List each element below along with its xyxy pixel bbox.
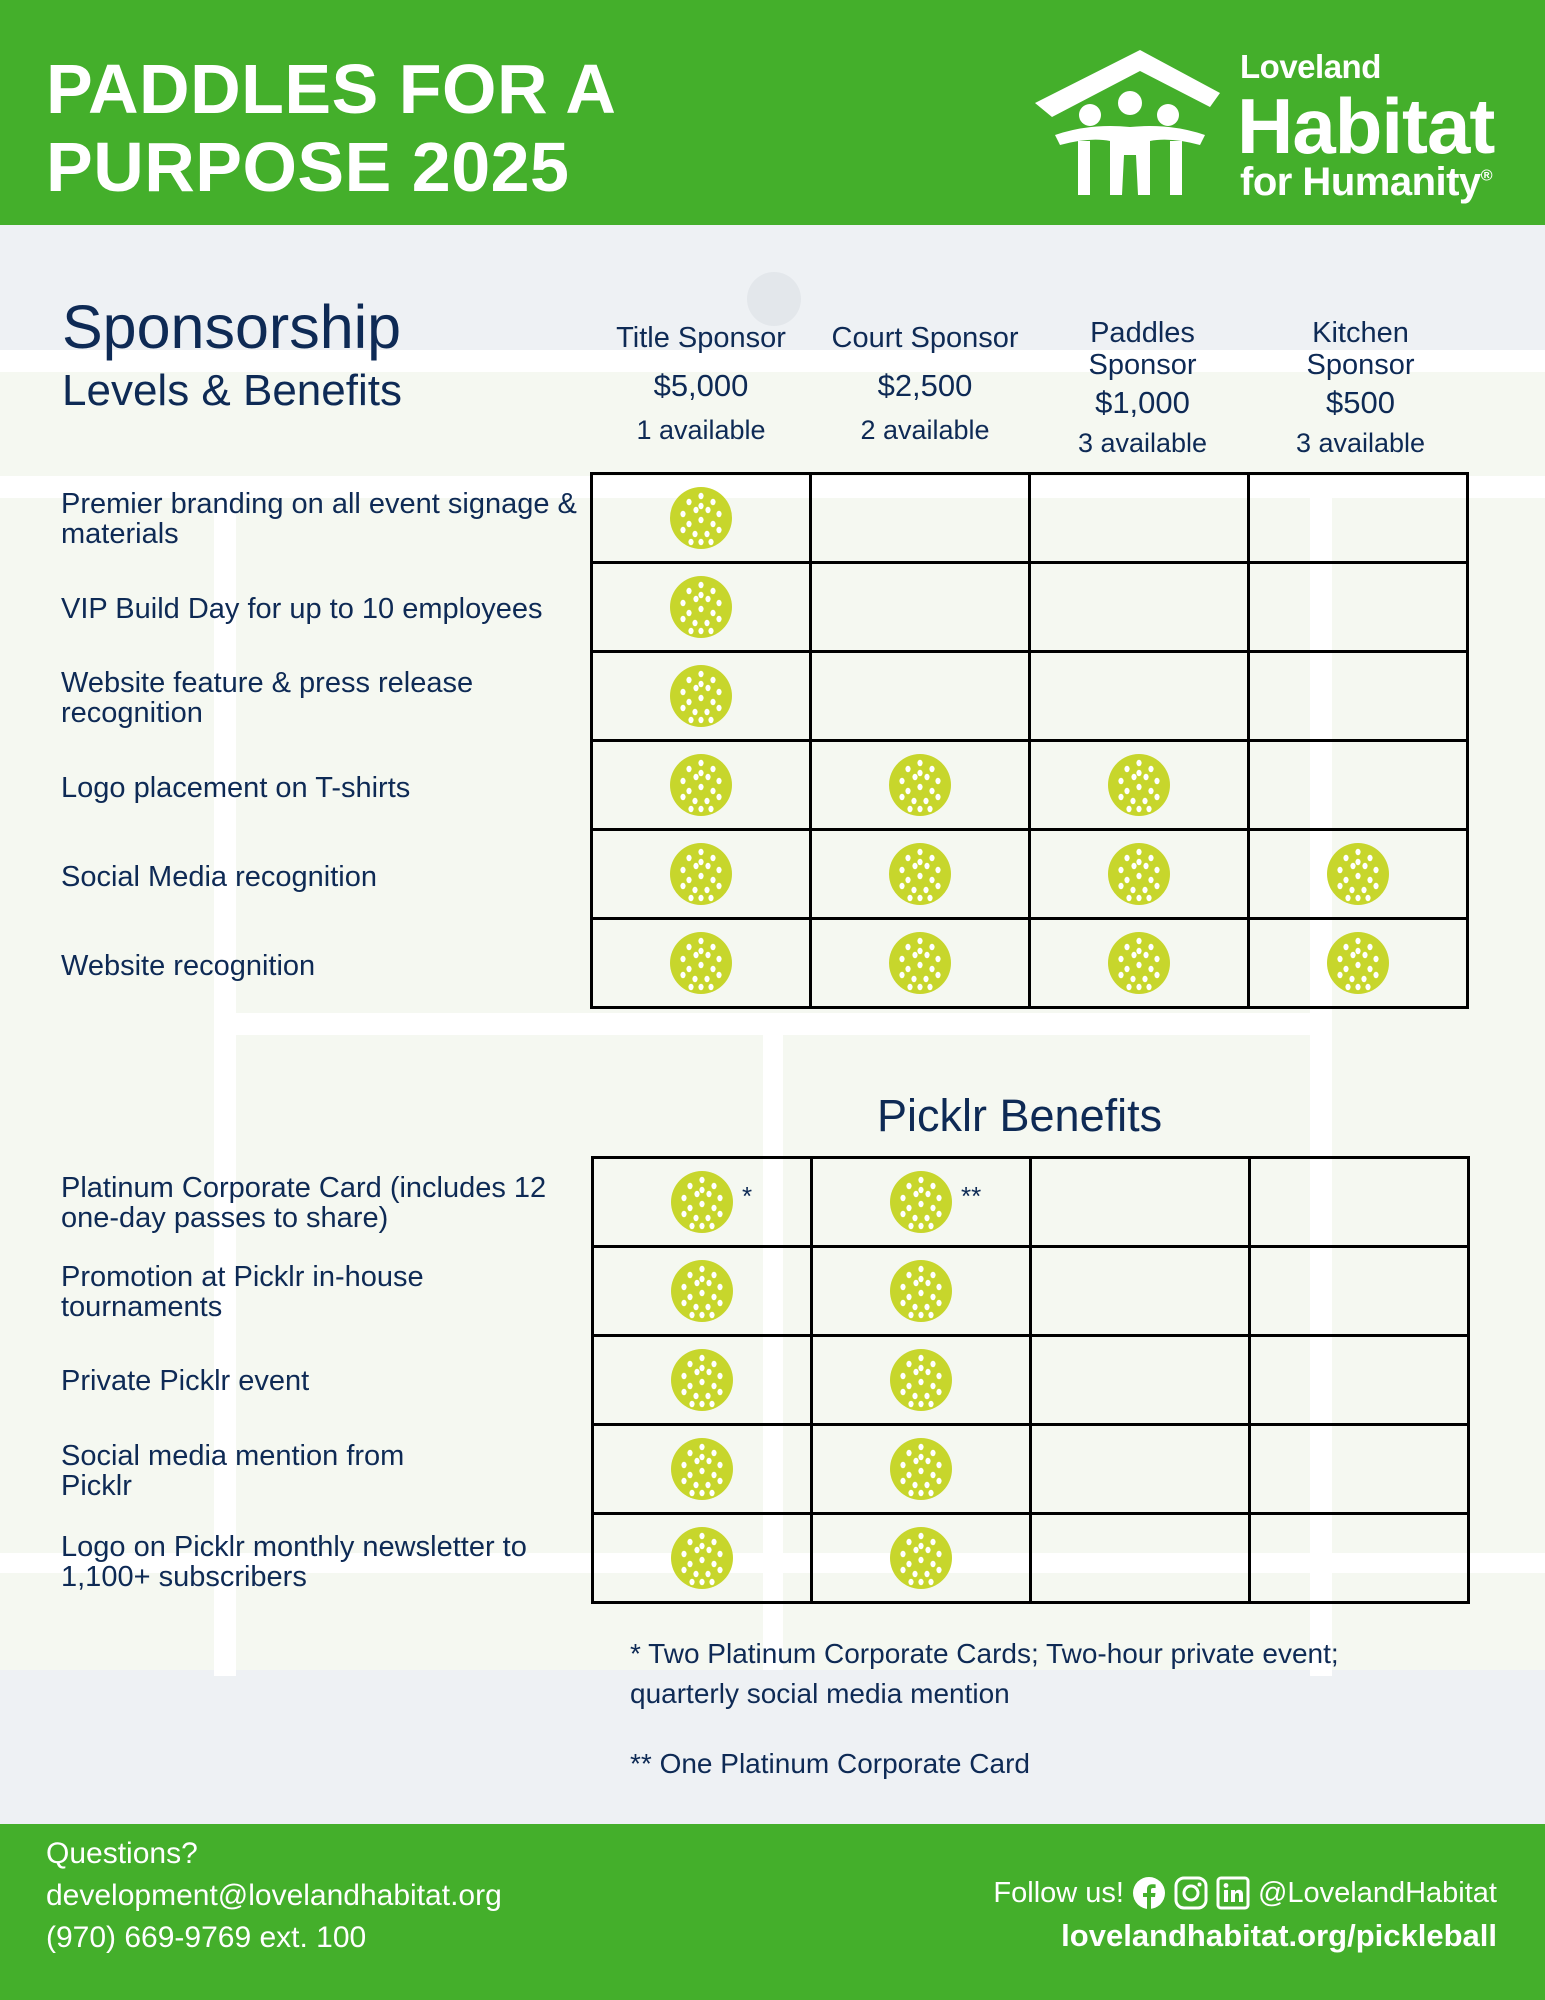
grid-cell bbox=[1249, 741, 1468, 830]
sponsorship-subtitle: Levels & Benefits bbox=[62, 366, 402, 415]
grid-cell bbox=[811, 563, 1030, 652]
grid-cell bbox=[811, 919, 1030, 1008]
logo-text-humanity: for Humanity® bbox=[1240, 160, 1492, 204]
grid-cell bbox=[812, 1247, 1031, 1336]
pickleball-icon bbox=[669, 753, 733, 817]
grid-cell bbox=[1250, 1336, 1469, 1425]
grid-cell bbox=[811, 652, 1030, 741]
instagram-icon[interactable] bbox=[1174, 1876, 1208, 1910]
benefit-row bbox=[592, 919, 1468, 1008]
picklr-benefit-label: Logo on Picklr monthly newsletter to 1,100+ subscribers bbox=[61, 1531, 527, 1593]
grid-cell bbox=[1030, 652, 1249, 741]
grid-cell bbox=[1030, 741, 1249, 830]
pickleball-icon bbox=[1326, 842, 1390, 906]
footer-website-link[interactable]: lovelandhabitat.org/pickleball bbox=[1061, 1918, 1497, 1953]
footnote-double-star: ** One Platinum Corporate Card bbox=[630, 1748, 1030, 1779]
pickleball-icon bbox=[670, 1348, 734, 1412]
grid-cell bbox=[1250, 1514, 1469, 1603]
level-name: Kitchen Sponsor bbox=[1306, 317, 1415, 381]
picklr-benefit-label: Platinum Corporate Card (includes 12 one-day passes to share) bbox=[61, 1172, 547, 1234]
grid-cell bbox=[593, 1158, 812, 1247]
level-price: $5,000 bbox=[653, 368, 749, 403]
pickleball-icon bbox=[670, 1526, 734, 1590]
picklr-row bbox=[593, 1336, 1469, 1425]
pickleball-icon bbox=[669, 842, 733, 906]
benefit-row bbox=[592, 474, 1468, 563]
picklr-row bbox=[593, 1425, 1469, 1514]
grid-cell bbox=[593, 1336, 812, 1425]
pickleball-icon bbox=[1107, 842, 1171, 906]
grid-cell bbox=[1250, 1247, 1469, 1336]
pickleball-icon bbox=[889, 1348, 953, 1412]
benefits-grid bbox=[590, 472, 1469, 1009]
level-availability: 1 available bbox=[636, 415, 766, 445]
grid-cell bbox=[1031, 1247, 1250, 1336]
pickleball-icon bbox=[888, 842, 952, 906]
benefit-row bbox=[592, 563, 1468, 652]
grid-cell bbox=[1249, 652, 1468, 741]
footnote-marker: * bbox=[742, 1181, 753, 1211]
picklr-benefit-label: Social media mention from Picklr bbox=[61, 1440, 405, 1502]
grid-cell bbox=[1250, 1158, 1469, 1247]
grid-cell bbox=[1249, 474, 1468, 563]
grid-cell bbox=[812, 1425, 1031, 1514]
pickleball-icon bbox=[669, 664, 733, 728]
grid-cell bbox=[811, 830, 1030, 919]
pickleball-icon bbox=[669, 575, 733, 639]
grid-cell bbox=[1031, 1336, 1250, 1425]
footer-email-link[interactable]: development@lovelandhabitat.org bbox=[46, 1879, 502, 1912]
level-availability: 2 available bbox=[860, 415, 990, 445]
grid-cell bbox=[1031, 1514, 1250, 1603]
level-title-sponsor bbox=[595, 322, 807, 446]
level-availability: 3 available bbox=[1077, 428, 1208, 458]
picklr-row bbox=[593, 1158, 1469, 1247]
level-name: Paddles Sponsor bbox=[1088, 317, 1197, 381]
level-kitchen-sponsor bbox=[1278, 317, 1443, 459]
title-line-1: PADDLES FOR A bbox=[46, 50, 617, 128]
footnote-single-star: * Two Platinum Corporate Cards; Two-hour private event; quarterly social media mention bbox=[630, 1638, 1339, 1709]
pickleball-icon bbox=[670, 1437, 734, 1501]
footer-follow bbox=[993, 1876, 1497, 1910]
court-line bbox=[236, 1013, 1310, 1035]
picklr-title: Picklr Benefits bbox=[877, 1090, 1163, 1141]
level-name: Court Sponsor bbox=[831, 322, 1019, 354]
grid-cell bbox=[593, 1425, 812, 1514]
sponsorship-title: Sponsorship bbox=[62, 293, 402, 361]
level-paddles-sponsor bbox=[1060, 317, 1225, 459]
pickleball-icon bbox=[1107, 931, 1171, 995]
title-line-2: PURPOSE 2025 bbox=[46, 128, 570, 206]
picklr-row bbox=[593, 1247, 1469, 1336]
benefit-row bbox=[592, 652, 1468, 741]
picklr-benefit-label: Private Picklr event bbox=[61, 1365, 310, 1397]
grid-cell bbox=[593, 1247, 812, 1336]
grid-cell bbox=[1249, 919, 1468, 1008]
pickleball-icon bbox=[669, 486, 733, 550]
grid-cell bbox=[811, 474, 1030, 563]
footer-questions: Questions? bbox=[46, 1837, 198, 1870]
pickleball-icon bbox=[1326, 931, 1390, 995]
pickleball-icon bbox=[670, 1259, 734, 1323]
linkedin-icon[interactable] bbox=[1216, 1876, 1250, 1910]
pickleball-icon bbox=[889, 1526, 953, 1590]
grid-cell bbox=[592, 919, 811, 1008]
footnote-marker: ** bbox=[961, 1181, 982, 1211]
logo-text-habitat: Habitat bbox=[1237, 82, 1495, 170]
grid-cell bbox=[1031, 1158, 1250, 1247]
grid-cell bbox=[1030, 563, 1249, 652]
grid-cell bbox=[812, 1336, 1031, 1425]
picklr-grid bbox=[591, 1156, 1470, 1604]
pickleball-icon bbox=[888, 753, 952, 817]
level-availability: 3 available bbox=[1295, 428, 1426, 458]
benefit-label: Website feature & press release recognition bbox=[61, 667, 474, 729]
grid-cell bbox=[1030, 919, 1249, 1008]
level-price: $2,500 bbox=[877, 368, 973, 403]
pickleball-icon bbox=[889, 1437, 953, 1501]
grid-cell bbox=[1031, 1425, 1250, 1514]
pickleball-icon bbox=[669, 931, 733, 995]
page-title bbox=[46, 50, 616, 206]
pickleball-icon bbox=[888, 931, 952, 995]
level-court-sponsor bbox=[815, 322, 1035, 446]
level-name: Title Sponsor bbox=[616, 322, 786, 354]
grid-cell bbox=[592, 474, 811, 563]
social-handle[interactable]: @LovelandHabitat bbox=[1257, 1876, 1497, 1909]
court-line bbox=[214, 476, 236, 1696]
picklr-benefit-label: Promotion at Picklr in-house tournaments bbox=[61, 1261, 424, 1323]
level-price: $500 bbox=[1326, 385, 1395, 420]
grid-cell bbox=[1030, 474, 1249, 563]
grid-cell bbox=[592, 830, 811, 919]
benefit-label: Premier branding on all event signage & materials bbox=[61, 488, 577, 550]
footer-phone: (970) 669-9769 ext. 100 bbox=[46, 1921, 367, 1954]
pickleball-icon bbox=[889, 1170, 953, 1234]
grid-cell bbox=[1250, 1425, 1469, 1514]
grid-cell bbox=[812, 1158, 1031, 1247]
logo-text-loveland: Loveland bbox=[1240, 48, 1381, 85]
pickleball-icon bbox=[670, 1170, 734, 1234]
benefit-label: Website recognition bbox=[61, 950, 316, 982]
grid-cell bbox=[592, 652, 811, 741]
picklr-row bbox=[593, 1514, 1469, 1603]
court-center-mark bbox=[747, 272, 801, 326]
benefit-label: Social Media recognition bbox=[61, 861, 377, 893]
benefit-label: VIP Build Day for up to 10 employees bbox=[61, 593, 543, 625]
grid-cell bbox=[812, 1514, 1031, 1603]
grid-cell bbox=[592, 563, 811, 652]
grid-cell bbox=[593, 1514, 812, 1603]
level-price: $1,000 bbox=[1095, 385, 1190, 420]
grid-cell bbox=[1030, 830, 1249, 919]
pickleball-icon bbox=[1107, 753, 1171, 817]
benefit-label: Logo placement on T-shirts bbox=[61, 772, 411, 804]
grid-cell bbox=[1249, 830, 1468, 919]
benefit-row bbox=[592, 830, 1468, 919]
pickleball-icon bbox=[889, 1259, 953, 1323]
grid-cell bbox=[592, 741, 811, 830]
benefit-row bbox=[592, 741, 1468, 830]
follow-label: Follow us! bbox=[993, 1876, 1124, 1909]
grid-cell bbox=[1249, 563, 1468, 652]
grid-cell bbox=[811, 741, 1030, 830]
facebook-icon[interactable] bbox=[1132, 1876, 1166, 1910]
